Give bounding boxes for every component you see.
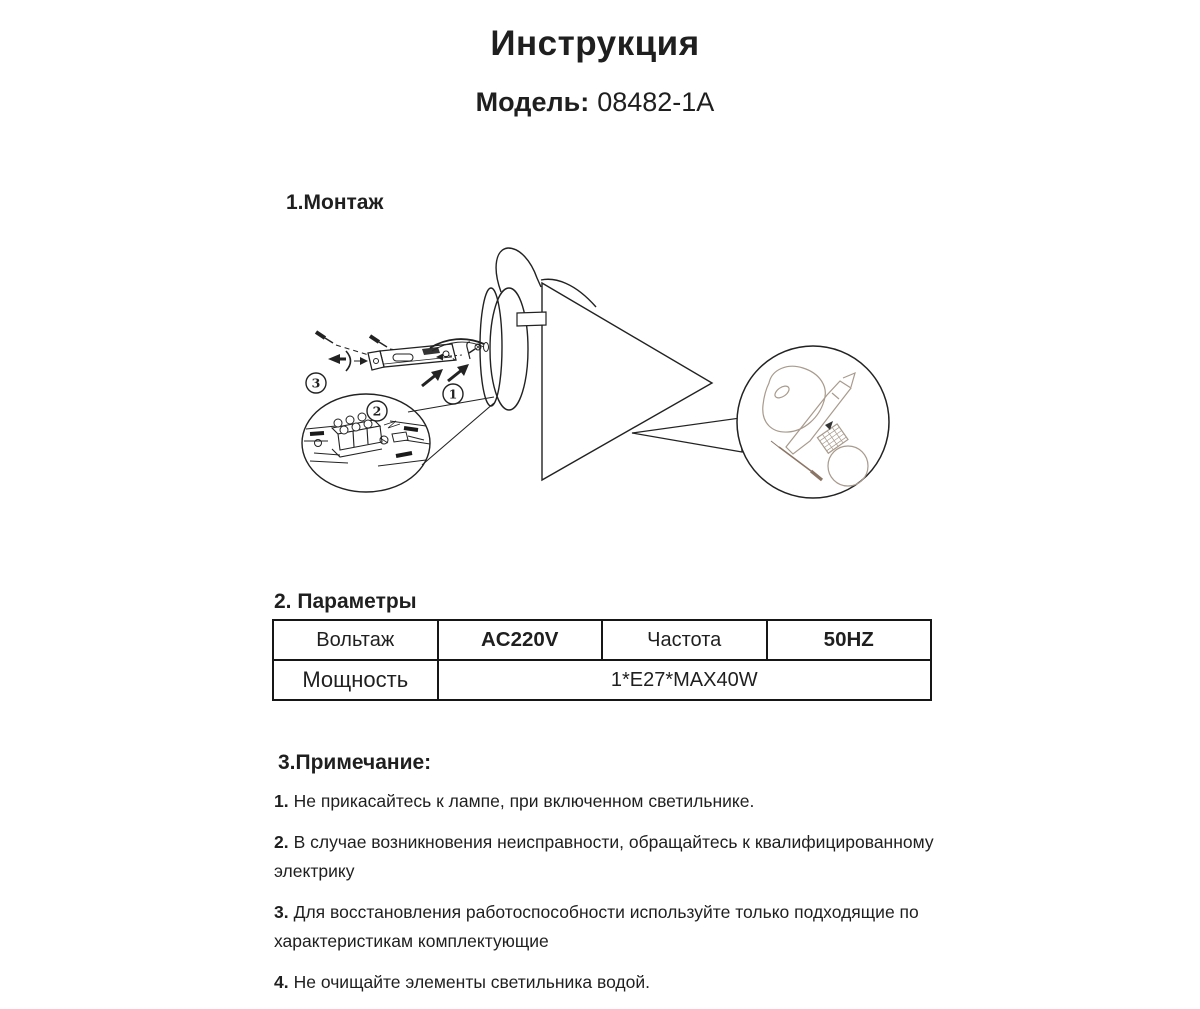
page-title: Инструкция [490, 24, 700, 63]
table-row [273, 660, 931, 700]
result-arrow-triangle [542, 283, 712, 480]
note-text: Не прикасайтесь к лампе, при включенном светильнике. [293, 791, 755, 811]
power-label-cell: Мощность [273, 660, 438, 700]
note-number: 1. [274, 791, 289, 811]
note-number: 4. [274, 972, 289, 992]
mounting-bracket-group [316, 332, 484, 386]
model-value: 08482-1A [597, 87, 715, 117]
marker-2: 2 [372, 403, 382, 419]
voltage-value-cell: AC220V [438, 620, 603, 660]
marker-1: 1 [448, 386, 458, 402]
note-text: В случае возникновения неисправности, обращайтесь к квалифицированному электрику [274, 832, 934, 881]
note-text: Для восстановления работоспособности используйте только подходящие по характеристикам комплектующие [274, 902, 919, 951]
note-item [274, 828, 950, 886]
model-label: Модель: [475, 87, 590, 117]
note-item [274, 968, 950, 997]
section-heading-notes: 3.Примечание: [278, 751, 432, 774]
montage-diagram [280, 235, 940, 515]
note-number: 3. [274, 902, 289, 922]
wire-hole [484, 343, 489, 352]
wall-canopy [480, 248, 541, 410]
model-line [0, 87, 1190, 118]
note-item [274, 787, 950, 816]
parameters-table [272, 619, 932, 701]
marker-3: 3 [311, 375, 321, 391]
voltage-label-cell: Вольтаж [273, 620, 438, 660]
notes-list [274, 787, 950, 1009]
terminal-block-detail [302, 394, 494, 492]
canopy-tab [517, 312, 546, 326]
arrow-left-icon [328, 354, 340, 364]
section-heading-params: 2. Параметры [274, 590, 417, 613]
bubble-stem [632, 418, 742, 452]
frequency-value-cell: 50HZ [767, 620, 932, 660]
note-item [274, 898, 950, 956]
arrow-right-icon [360, 357, 368, 365]
section-heading-montage: 1.Монтаж [286, 191, 384, 214]
note-text: Не очищайте элементы светильника водой. [293, 972, 651, 992]
wall-anchor-icon [346, 351, 351, 371]
power-value-cell: 1*E27*MAX40W [438, 660, 932, 700]
table-row [273, 620, 931, 660]
note-number: 2. [274, 832, 289, 852]
frequency-label-cell: Частота [602, 620, 767, 660]
